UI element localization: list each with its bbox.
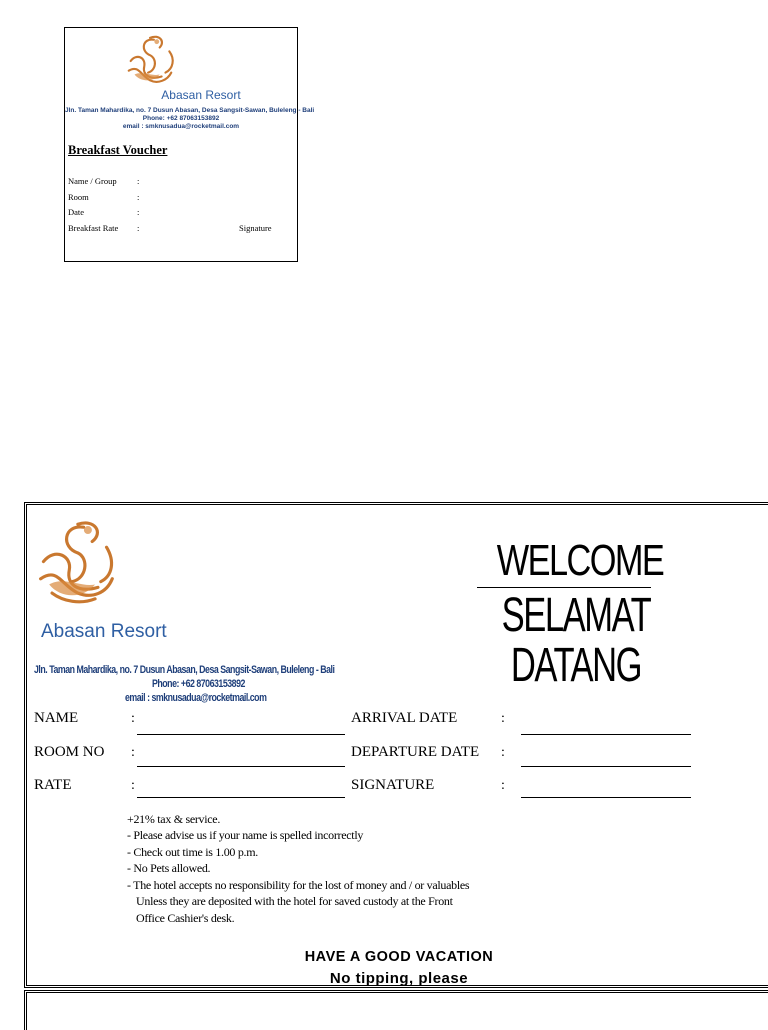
room-no-input-line[interactable] [137,766,345,767]
swan-logo-icon [32,515,118,611]
note-responsibility: - The hotel accepts no responsibility for the lost of money and / or valuables [127,878,470,892]
field-colon: : [131,711,135,726]
closing-message: HAVE A GOOD VACATION [304,949,494,965]
field-colon: : [501,745,505,760]
registration-resort-name: Abasan Resort [41,621,167,642]
departure-date-label: DEPARTURE DATE [351,744,480,760]
next-card-border [24,990,768,1030]
voucher-address: Jln. Taman Mahardika, no. 7 Dusun Abasan, Desa Sangsit-Sawan, Buleleng - Bali [65,107,315,114]
note-checkout-time: - Check out time is 1.00 p.m. [127,845,258,859]
field-colon: : [501,778,505,793]
voucher-title: Breakfast Voucher [68,143,168,157]
name-label: NAME [34,710,79,726]
voucher-field-date: Date [68,207,85,217]
selamat-datang-heading: SELAMAT DATANG [501,589,651,692]
rate-label: RATE [34,777,72,793]
voucher-signature-label: Signature [239,223,272,233]
voucher-field-breakfast-rate: Breakfast Rate [68,223,119,233]
swan-logo-icon [121,32,179,90]
note-name-spelling: - Please advise us if your name is spelled incorrectly [127,828,364,842]
breakfast-voucher [64,27,315,262]
room-no-label: ROOM NO [34,744,105,760]
voucher-phone: Phone: +62 87063153892 [142,115,220,122]
registration-email: email : smknusadua@rocketmail.com [125,692,267,704]
no-tipping-message: No tipping, please [329,970,469,987]
note-responsibility-cont: Office Cashier's desk. [136,911,235,925]
voucher-field-room: Room [68,192,89,202]
arrival-date-input-line[interactable] [521,734,691,735]
field-colon: : [131,778,135,793]
voucher-colon: : [137,192,140,202]
field-colon: : [501,711,505,726]
name-input-line[interactable] [137,734,345,735]
voucher-colon: : [137,207,140,217]
registration-address: Jln. Taman Mahardika, no. 7 Dusun Abasan, Desa Sangsit-Sawan, Buleleng - Bali [34,664,335,676]
voucher-colon: : [137,176,140,186]
note-responsibility-cont: Unless they are deposited with the hotel for saved custody at the Front [136,894,453,908]
note-no-pets: - No Pets allowed. [127,861,211,875]
welcome-heading: WELCOME [496,536,664,585]
signature-label: SIGNATURE [351,777,435,793]
voucher-field-name-group: Name / Group [68,176,117,186]
voucher-colon: : [137,223,140,233]
registration-card [24,502,768,988]
signature-input-line[interactable] [521,797,691,798]
note-tax-service: +21% tax & service. [127,812,221,826]
field-colon: : [131,745,135,760]
departure-date-input-line[interactable] [521,766,691,767]
voucher-email: email : smknusadua@rocketmail.com [122,123,240,130]
arrival-date-label: ARRIVAL DATE [351,710,458,726]
voucher-resort-name: Abasan Resort [161,88,241,102]
rate-input-line[interactable] [137,797,345,798]
welcome-divider [477,587,651,588]
registration-phone: Phone: +62 87063153892 [152,678,245,690]
